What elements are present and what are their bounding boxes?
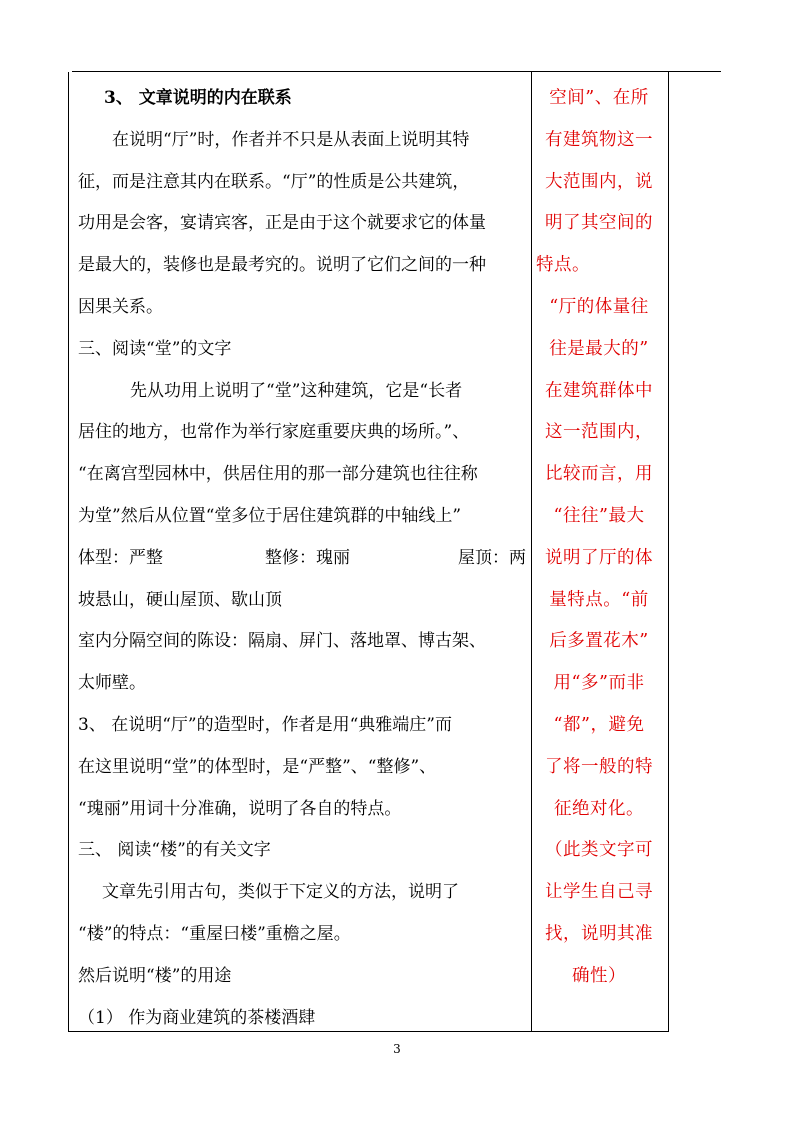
section-heading: 三、阅读“堂”的文字	[78, 338, 232, 359]
annotation-line: 用“多”而非	[553, 673, 645, 694]
main-text-column	[78, 78, 526, 1039]
paragraph-line: 3、 在说明“厅”的造型时，作者是用“典雅端庄”而	[78, 714, 452, 735]
paragraph-line: 在这里说明“堂”的体型时，是“严整”、“整修”、	[78, 756, 437, 777]
paragraph-line: 在说明“厅”时，作者并不只是从表面上说明其特	[112, 129, 470, 150]
annotation-line: （此类文字可	[545, 840, 653, 861]
annotation-line: 找，说明其准	[545, 923, 653, 944]
annotation-line: 了将一般的特	[545, 756, 653, 777]
annotation-line: “厅的体量往	[549, 296, 649, 317]
paragraph-line: “在离宫型园林中，供居住用的那一部分建筑也往往称	[78, 464, 478, 485]
annotation-line: “都”，避免	[553, 714, 645, 735]
feature-roof: 屋顶：两	[458, 547, 526, 568]
annotation-line: 说明了厅的体	[545, 547, 653, 568]
page-number: 3	[393, 1042, 401, 1056]
paragraph-line: 功用是会客，宴请宾客，正是由于这个就要求它的体量	[78, 213, 486, 234]
annotation-line: 明了其空间的	[545, 213, 653, 234]
annotation-line: 大范围内，说	[545, 171, 653, 192]
annotation-column	[536, 78, 662, 998]
list-item: （1） 作为商业建筑的茶楼酒肆	[78, 1007, 316, 1028]
paragraph-line: “楼”的特点：“重屋曰楼”重檐之屋。	[78, 923, 351, 944]
paragraph-line: “瑰丽”用词十分准确，说明了各自的特点。	[78, 798, 402, 819]
paragraph-line: 为堂”然后从位置“堂多位于居住建筑群的中轴线上”	[78, 505, 462, 526]
paragraph-line: 太师壁。	[78, 673, 146, 694]
paragraph-line: 文章先引用古句，类似于下定义的方法，说明了	[102, 882, 459, 903]
section-heading: 3、 文章说明的内在联系	[104, 88, 292, 108]
annotation-line: 比较而言，用	[545, 464, 653, 485]
feature-line	[78, 538, 526, 580]
annotation-line: 量特点。“前	[549, 589, 649, 610]
annotation-line: 确性）	[572, 965, 626, 986]
annotation-line: 有建筑物这一	[545, 129, 653, 150]
section-heading: 三、 阅读“楼”的有关文字	[78, 840, 271, 861]
paragraph-line: 因果关系。	[78, 296, 163, 317]
annotation-line: 往是最大的”	[549, 338, 649, 359]
paragraph-line: 坡悬山，硬山屋顶、歇山顶	[78, 589, 282, 610]
annotation-line: “往往”最大	[553, 505, 645, 526]
paragraph-line: 征，而是注意其内在联系。“厅”的性质是公共建筑，	[78, 171, 470, 192]
annotation-line: 空间”、在所	[549, 88, 649, 108]
annotation-line: 特点。	[536, 255, 590, 276]
annotation-line: 在建筑群体中	[545, 380, 653, 401]
annotation-line: 后多置花木”	[549, 631, 649, 652]
annotation-line: 让学生自己寻	[545, 882, 653, 903]
column-divider	[531, 72, 532, 1031]
annotation-line: 这一范围内，	[545, 422, 653, 443]
feature-shape: 体型：严整	[78, 547, 163, 568]
feature-decoration: 整修：瑰丽	[265, 547, 350, 568]
paragraph-line: 先从功用上说明了“堂”这种建筑，它是“长者	[130, 380, 463, 401]
paragraph-line: 室内分隔空间的陈设：隔扇、屏门、落地罩、博古架、	[78, 631, 486, 652]
annotation-line: 征绝对化。	[554, 798, 644, 819]
paragraph-line: 居住的地方，也常作为举行家庭重要庆典的场所。”、	[78, 422, 470, 443]
paragraph-line: 是最大的，装修也是最考究的。说明了它们之间的一种	[78, 255, 486, 276]
paragraph-line: 然后说明“楼”的用途	[78, 965, 232, 986]
